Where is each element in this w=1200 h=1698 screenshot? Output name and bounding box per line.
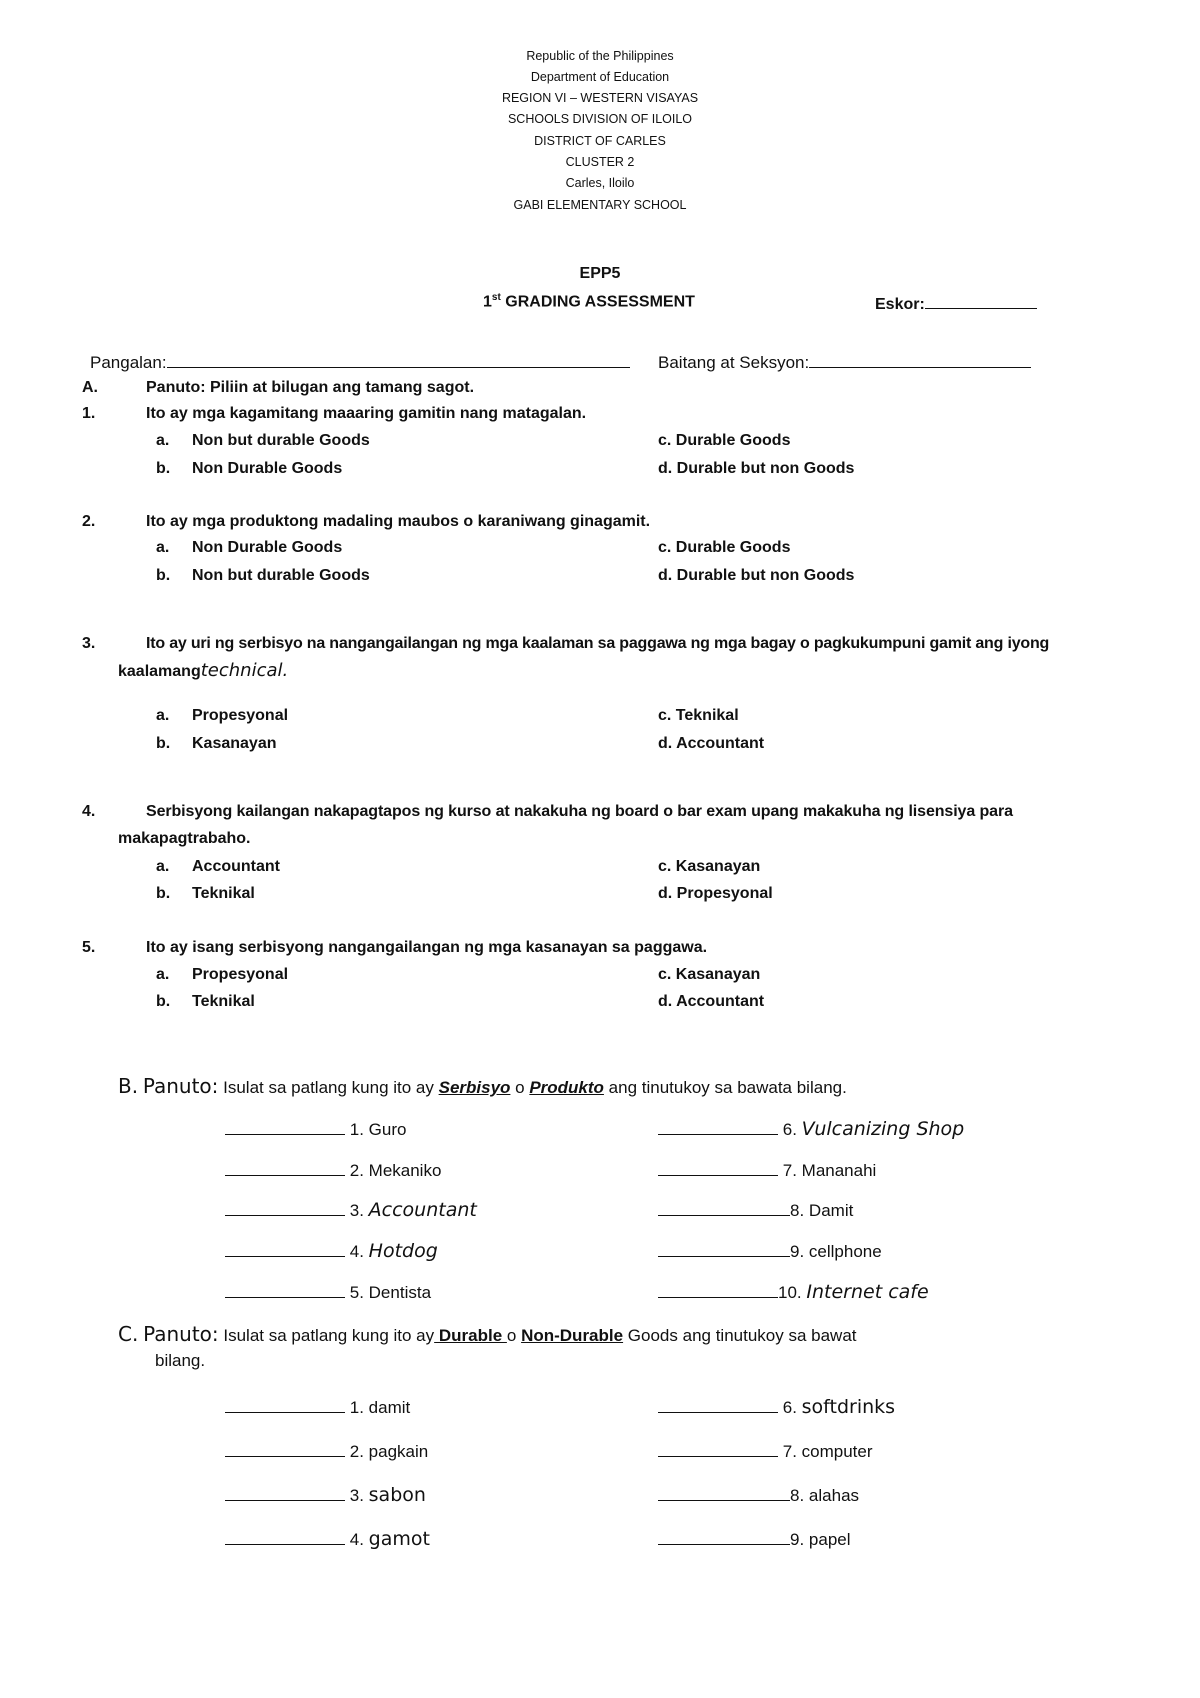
answer-item[interactable]	[658, 1159, 876, 1182]
answer-blank[interactable]	[225, 1484, 345, 1501]
option-b[interactable]: Teknikal	[192, 885, 255, 902]
part-a-instruction: Panuto: Piliin at bilugan ang tamang sagot.	[146, 379, 475, 396]
item-text: Dentista	[368, 1283, 432, 1302]
part-b-inst1: Isulat sa patlang kung ito ay	[218, 1078, 439, 1097]
part-b-instruction	[118, 1074, 847, 1098]
item-text: alahas	[808, 1486, 860, 1505]
name-field[interactable]	[90, 351, 630, 373]
answer-item[interactable]	[225, 1396, 410, 1419]
item-text: Vulcanizing Shop	[801, 1118, 965, 1140]
part-c-instruction	[118, 1322, 857, 1346]
grading-num: 1	[483, 293, 492, 311]
option-letter: a.	[156, 432, 170, 449]
answer-blank[interactable]	[658, 1484, 790, 1501]
answer-blank[interactable]	[225, 1440, 345, 1457]
option-a[interactable]: Accountant	[192, 858, 280, 875]
option-letter: a.	[156, 539, 170, 556]
header-line: DISTRICT OF CARLES	[534, 134, 666, 148]
option-letter: b.	[156, 885, 171, 902]
item-number: 7.	[782, 1161, 797, 1180]
item-number: 9.	[790, 1242, 805, 1261]
answer-blank[interactable]	[225, 1528, 345, 1545]
part-c-letter: C.	[118, 1322, 139, 1346]
item-number: 2.	[349, 1161, 364, 1180]
section-label: Baitang at Seksyon:	[658, 353, 810, 372]
item-number: 4.	[349, 1530, 364, 1549]
question-number: 5.	[82, 939, 96, 956]
answer-item[interactable]	[658, 1396, 895, 1419]
part-b-letter: B.	[118, 1074, 139, 1098]
option-d[interactable]: d. Durable but non Goods	[658, 460, 855, 477]
option-c[interactable]: c. Kasanayan	[658, 858, 761, 875]
option-c[interactable]: c. Durable Goods	[658, 539, 791, 556]
answer-item[interactable]	[225, 1199, 477, 1222]
question-text: Ito ay uri ng serbisyo na nangangailangan ng mga kaalaman sa paggawa ng mga bagay o pagkukumpuni gamit ang iyong	[146, 635, 1050, 652]
question-number: 3.	[82, 635, 96, 652]
option-letter: a.	[156, 858, 170, 875]
question-text-italic: technical.	[200, 660, 289, 681]
header-line: REGION VI – WESTERN VISAYAS	[501, 91, 699, 105]
option-b[interactable]: Teknikal	[192, 993, 255, 1010]
item-text: cellphone	[808, 1242, 882, 1261]
item-text: papel	[808, 1530, 851, 1549]
item-number: 9.	[790, 1530, 805, 1549]
item-number: 1.	[349, 1120, 364, 1139]
question-text: Ito ay mga kagamitang maaaring gamitin nang matagalan.	[146, 405, 587, 422]
option-d[interactable]: d. Propesyonal	[658, 885, 773, 902]
option-c[interactable]: c. Kasanayan	[658, 966, 761, 983]
part-c-inst2: o	[506, 1326, 522, 1345]
question-number: 4.	[82, 803, 96, 820]
answer-item[interactable]	[225, 1528, 430, 1551]
answer-blank[interactable]	[658, 1528, 790, 1545]
part-b-inst3: ang tinutukoy sa bawata bilang.	[603, 1078, 847, 1097]
option-d[interactable]: d. Accountant	[658, 735, 765, 752]
answer-blank[interactable]	[658, 1240, 790, 1257]
answer-blank[interactable]	[658, 1396, 778, 1413]
option-c[interactable]: c. Teknikal	[658, 707, 739, 724]
question-text-line2: makapagtrabaho.	[118, 830, 251, 847]
item-number: 6.	[782, 1398, 797, 1417]
item-text: gamot	[368, 1528, 430, 1550]
option-letter: a.	[156, 707, 170, 724]
grading-title	[483, 292, 695, 311]
item-number: 10.	[778, 1283, 802, 1302]
item-number: 8.	[790, 1486, 805, 1505]
name-blank[interactable]	[167, 351, 630, 368]
option-letter: b.	[156, 735, 171, 752]
item-text: Mananahi	[801, 1161, 877, 1180]
answer-blank[interactable]	[225, 1118, 345, 1135]
item-number: 1.	[349, 1398, 364, 1417]
answer-blank[interactable]	[658, 1440, 778, 1457]
option-b[interactable]: Non but durable Goods	[192, 567, 370, 584]
answer-item[interactable]	[225, 1159, 441, 1182]
option-a[interactable]: Non but durable Goods	[192, 432, 370, 449]
answer-blank[interactable]	[658, 1118, 778, 1135]
option-b[interactable]: Kasanayan	[192, 735, 277, 752]
item-number: 3.	[349, 1201, 364, 1220]
part-c-word1: Durable	[434, 1326, 507, 1345]
answer-blank[interactable]	[225, 1240, 345, 1257]
option-letter: b.	[156, 567, 171, 584]
answer-blank[interactable]	[225, 1281, 345, 1298]
answer-item[interactable]	[225, 1118, 406, 1141]
answer-item[interactable]	[225, 1240, 438, 1263]
part-c-inst1: Isulat sa patlang kung ito ay	[218, 1326, 435, 1345]
question-text-cont	[118, 661, 288, 682]
answer-blank[interactable]	[225, 1396, 345, 1413]
section-blank[interactable]	[809, 351, 1031, 368]
option-a[interactable]: Non Durable Goods	[192, 539, 343, 556]
option-b[interactable]: Non Durable Goods	[192, 460, 343, 477]
item-number: 4.	[349, 1242, 364, 1261]
part-b-word1: Serbisyo	[438, 1078, 511, 1097]
question-number: 1.	[82, 405, 96, 422]
name-label: Pangalan:	[90, 353, 167, 372]
item-text: damit	[368, 1398, 411, 1417]
score-field[interactable]	[875, 292, 1037, 314]
part-b-panuto: Panuto:	[142, 1074, 219, 1098]
part-a-letter: A.	[82, 379, 98, 396]
part-c-inst3: Goods ang tinutukoy sa bawat	[623, 1326, 857, 1345]
option-a[interactable]: Propesyonal	[192, 707, 289, 724]
answer-item[interactable]	[658, 1440, 873, 1463]
item-text: computer	[801, 1442, 873, 1461]
option-letter: b.	[156, 460, 171, 477]
option-a[interactable]: Propesyonal	[192, 966, 289, 983]
part-c-word2: Non-Durable	[521, 1326, 624, 1345]
answer-item[interactable]	[658, 1118, 964, 1141]
item-text: Mekaniko	[368, 1161, 442, 1180]
answer-item[interactable]	[658, 1281, 929, 1304]
question-text: Ito ay mga produktong madaling maubos o karaniwang ginagamit.	[146, 513, 651, 530]
item-text: pagkain	[368, 1442, 429, 1461]
answer-blank[interactable]	[658, 1159, 778, 1176]
header-line: Republic of the Philippines	[526, 49, 674, 63]
item-text: softdrinks	[801, 1396, 896, 1418]
question-text-line2: kaalamang	[118, 663, 201, 680]
question-text: Serbisyong kailangan nakapagtapos ng kurso at nakakuha ng board o bar exam upang makakuha ng lisensiya para	[146, 803, 1013, 820]
item-number: 3.	[349, 1486, 364, 1505]
header-line: GABI ELEMENTARY SCHOOL	[513, 198, 687, 212]
item-text: Internet cafe	[806, 1281, 929, 1303]
answer-blank[interactable]	[225, 1159, 345, 1176]
answer-item[interactable]	[658, 1528, 851, 1551]
subject-title: EPP5	[579, 265, 621, 282]
option-d[interactable]: d. Accountant	[658, 993, 765, 1010]
question-number: 2.	[82, 513, 96, 530]
part-b-inst2: o	[510, 1078, 530, 1097]
section-field[interactable]	[658, 351, 1031, 373]
option-c[interactable]: c. Durable Goods	[658, 432, 791, 449]
option-letter: b.	[156, 993, 171, 1010]
item-number: 7.	[782, 1442, 797, 1461]
item-text: sabon	[368, 1484, 426, 1506]
item-number: 5.	[349, 1283, 364, 1302]
answer-blank[interactable]	[658, 1199, 790, 1216]
grading-text: GRADING ASSESSMENT	[500, 293, 695, 311]
answer-item[interactable]	[658, 1484, 859, 1507]
item-text: Damit	[808, 1201, 854, 1220]
score-label: Eskor:	[875, 296, 925, 313]
answer-item[interactable]	[658, 1240, 882, 1263]
header-line: SCHOOLS DIVISION OF ILOILO	[507, 112, 693, 126]
item-text: Hotdog	[368, 1240, 438, 1262]
item-number: 6.	[782, 1120, 797, 1139]
header-line: CLUSTER 2	[565, 155, 635, 169]
answer-blank[interactable]	[225, 1199, 345, 1216]
option-letter: a.	[156, 966, 170, 983]
part-b-word2: Produkto	[529, 1078, 604, 1097]
answer-item[interactable]	[658, 1199, 853, 1222]
answer-item[interactable]	[225, 1440, 428, 1463]
score-blank[interactable]	[925, 292, 1037, 309]
answer-item[interactable]	[225, 1281, 431, 1304]
item-number: 8.	[790, 1201, 805, 1220]
item-number: 2.	[349, 1442, 364, 1461]
part-c-panuto: Panuto:	[143, 1322, 219, 1346]
answer-blank[interactable]	[658, 1281, 778, 1298]
header-line: Department of Education	[530, 70, 670, 84]
grading-sup: st	[491, 292, 501, 303]
option-d[interactable]: d. Durable but non Goods	[658, 567, 855, 584]
item-text: Guro	[368, 1120, 407, 1139]
header-line: Carles, Iloilo	[565, 176, 635, 190]
answer-item[interactable]	[225, 1484, 426, 1507]
part-c-inst4: bilang.	[155, 1351, 206, 1370]
item-text: Accountant	[368, 1199, 477, 1221]
question-text: Ito ay isang serbisyong nangangailangan ng mga kasanayan sa paggawa.	[146, 939, 708, 956]
